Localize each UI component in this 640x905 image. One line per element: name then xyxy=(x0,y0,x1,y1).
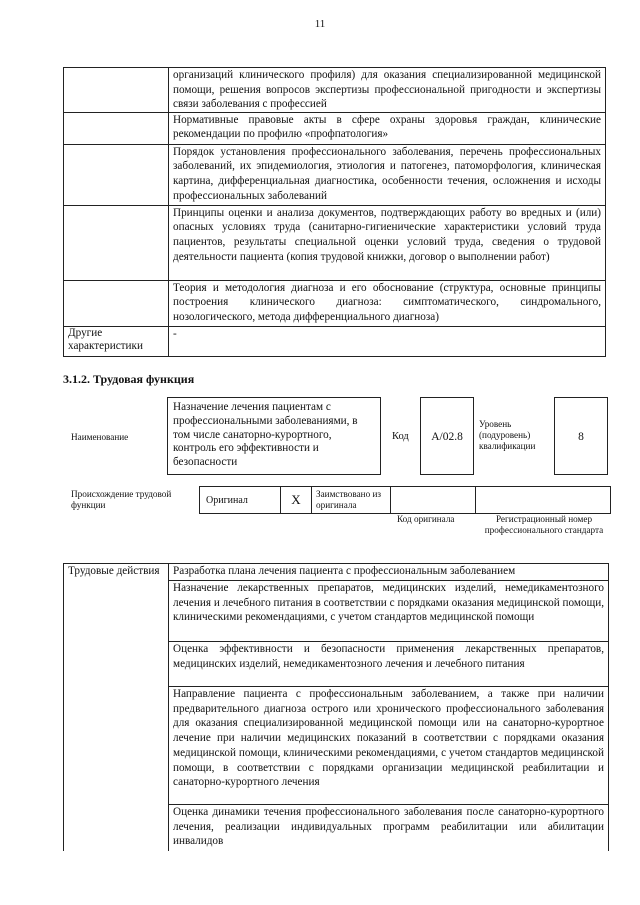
table-row xyxy=(64,68,606,113)
table-cell-right: Направление пациента с профессиональным заболеванием, а также при наличии предварительного диагноза острого или хронического профессионального заболевания для оказания специализированной медицинской помощи или на санаторно-курортное лечение при наличии медицинских показаний в соответствии с порядками оказания медицинской помощи, клиническими рекомендациями, с учетом стандартов медицинской помощи, в соответствии с порядками организации медицинской реабилитации и санаторно-курортного лечения xyxy=(169,687,609,805)
table-cell-left: Другие характеристики xyxy=(64,326,169,356)
original-mark: X xyxy=(281,487,312,514)
name-label: Наименование xyxy=(71,432,129,442)
reg-number-label: Регистрационный номер профессионального стандарта xyxy=(484,514,604,535)
table-row xyxy=(64,205,606,280)
table-cell-right: Разработка плана лечения пациента с профессиональным заболеванием xyxy=(169,564,609,581)
table-cell-right: - xyxy=(169,326,606,356)
labor-actions-label: Трудовые действия xyxy=(64,564,169,851)
page-number: 11 xyxy=(314,18,326,30)
origin-label: Происхождение трудовой функции xyxy=(71,489,172,510)
table-cell-right: Оценка эффективности и безопасности применения лекарственных препаратов, медицинских изделий, немедикаментозного лечения и лечебного питания xyxy=(169,642,609,687)
code-original-cell xyxy=(391,487,476,514)
table-cell-right: Порядок установления профессионального заболевания, перечень профессиональных заболеваний, их эпидемиология, этиология и патогенез, патоморфология, клиническая картина, дифференциальная диагностика, особенности течения, осложнения и исходы профессиональных заболеваний xyxy=(169,144,606,205)
table-cell-right: Принципы оценки и анализа документов, подтверждающих работу во вредных и (или) опасных условиях труда (санитарно-гигиенические характеристики условий труда пациентов, результаты специальной оценки условий труда, сведения о трудовой деятельности пациента (копия трудовой книжки, договор о выполнении работ) xyxy=(169,205,606,280)
code-original-label: Код оригинала xyxy=(397,514,455,524)
table-cell-right: Теория и методология диагноза и его обоснование (структура, основные принципы построения клинического диагноза: симптоматического, синдромального, нозологического, метода дифференциального диагноза) xyxy=(169,280,606,326)
table-row xyxy=(64,144,606,205)
table-cell-left xyxy=(64,280,169,326)
table-cell-left xyxy=(64,144,169,205)
knowledge-table xyxy=(63,67,606,357)
function-name-box: Назначение лечения пациентам с профессиональными заболеваниями, в том числе санаторно-курортного, контроль его эффективности и безопасности xyxy=(167,397,381,475)
level-value-box: 8 xyxy=(554,397,608,475)
level-label: Уровень (подуровень) квалификации xyxy=(479,419,536,451)
section-heading: 3.1.2. Трудовая функция xyxy=(63,372,195,386)
table-cell-left xyxy=(64,205,169,280)
original-label: Оригинал xyxy=(200,487,281,514)
table-cell-right: Назначение лекарственных препаратов, медицинских изделий, немедикаментозного лечения и лечебного питания в соответствии с порядками оказания медицинской помощи, клиническими рекомендациями, с учетом стандартов медицинской помощи xyxy=(169,581,609,642)
table-row xyxy=(64,564,609,581)
table-cell-right: Оценка динамики течения профессионального заболевания после санаторно-курортного лечения, реализации индивидуальных программ реабилитации или абилитации инвалидов xyxy=(169,805,609,851)
labor-actions-table xyxy=(63,563,609,851)
table-cell-right: организаций клинического профиля) для оказания специализированной медицинской помощи, решения вопросов экспертизы профессиональной пригодности и экспертизы связи заболевания с профессией xyxy=(169,68,606,113)
reg-number-cell xyxy=(476,487,611,514)
code-label: Код xyxy=(392,431,409,442)
table-row xyxy=(64,326,606,356)
table-cell-left xyxy=(64,112,169,144)
code-value-box: A/02.8 xyxy=(420,397,474,475)
origin-table xyxy=(199,486,611,514)
table-cell-left xyxy=(64,68,169,113)
table-cell-right: Нормативные правовые акты в сфере охраны здоровья граждан, клинические рекомендации по профилю «профпатология» xyxy=(169,112,606,144)
table-row xyxy=(64,112,606,144)
borrowed-label: Заимствовано из оригинала xyxy=(312,487,391,514)
table-row xyxy=(64,280,606,326)
